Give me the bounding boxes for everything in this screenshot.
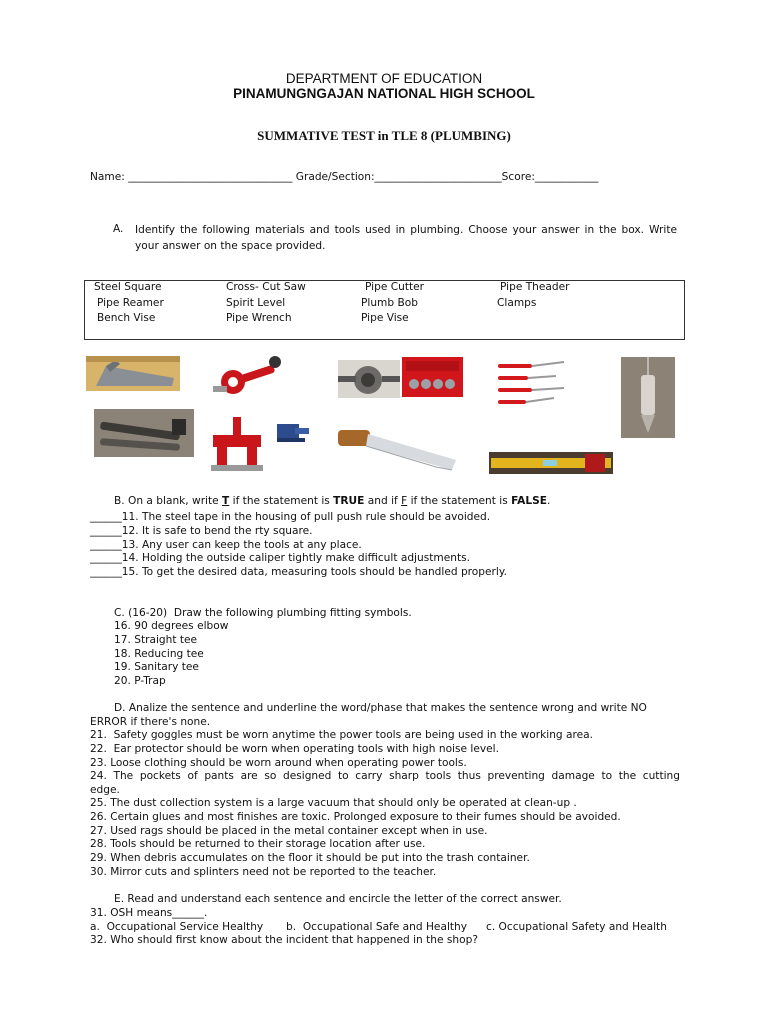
true-false-item: ______12. It is safe to bend the rty square.	[90, 525, 313, 537]
section-d-instruction: D. Analize the sentence and underline the word/phase that makes the sentence wrong and write NO	[114, 702, 647, 714]
symbol-item: 18. Reducing tee	[114, 648, 204, 660]
error-item: 29. When debris accumulates on the floor it should be put into the trash container.	[90, 852, 530, 864]
error-item: 24. The pockets of pants are so designed to carry sharp tools thus preventing damage to the cutting	[90, 770, 680, 782]
pipe-wrench-image	[94, 409, 194, 457]
error-item: 30. Mirror cuts and splinters need not be reported to the teacher.	[90, 866, 437, 878]
true-false-item: ______15. To get the desired data, measuring tools should be handled properly.	[90, 566, 507, 578]
question-31: 31. OSH means______.	[90, 907, 208, 919]
steel-square-image	[86, 356, 180, 391]
section-b-text-part: and if	[364, 495, 402, 507]
section-a-instruction	[113, 223, 677, 254]
test-title: SUMMATIVE TEST in TLE 8 (PLUMBING)	[257, 128, 511, 143]
section-e-instruction: E. Read and understand each sentence and encircle the letter of the correct answer.	[114, 893, 562, 905]
symbol-item: 20. P-Trap	[114, 675, 166, 687]
bench-vise-image	[273, 418, 311, 444]
section-d-instruction-cont: ERROR if there's none.	[90, 716, 211, 728]
section-a-number: A.	[113, 223, 124, 235]
cross-cut-saw-image	[336, 424, 460, 472]
symbol-item: 19. Sanitary tee	[114, 661, 199, 673]
error-item: 25. The dust collection system is a large vacuum that should only be operated at clean-up .	[90, 797, 577, 809]
choice-item: Steel Square	[94, 281, 162, 293]
choice-item: Bench Vise	[97, 312, 156, 324]
true-letter: T	[222, 495, 230, 507]
true-false-item: ______13. Any user can keep the tools at any place.	[90, 539, 362, 551]
true-false-item: ______14. Holding the outside caliper tightly make difficult adjustments.	[90, 552, 470, 564]
error-item: 26. Certain glues and most finishes are toxic. Prolonged exposure to their fumes should be avoided.	[90, 811, 621, 823]
choice-item: Pipe Cutter	[365, 281, 425, 293]
section-b-text-part: if the statement is	[229, 495, 334, 507]
error-item: 22. Ear protector should be worn when operating tools with high noise level.	[90, 743, 499, 755]
section-b-instruction	[114, 495, 550, 509]
name-grade-score-line: Name: _______________________________ Grade/Section:________________________Score:____________	[90, 171, 599, 183]
q31-option-b: b. Occupational Safe and Healthy	[286, 921, 468, 933]
choice-item: Pipe Theader	[500, 281, 570, 293]
department-heading: DEPARTMENT OF EDUCATION	[285, 71, 483, 86]
pipe-threader-image	[338, 360, 400, 398]
error-item-cont: edge.	[90, 784, 120, 796]
pipe-cutter-image	[207, 352, 285, 398]
error-item: 27. Used rags should be placed in the metal container except when in use.	[90, 825, 488, 837]
symbol-item: 16. 90 degrees elbow	[114, 620, 229, 632]
q31-option-c: c. Occupational Safety and Health	[486, 921, 667, 933]
choice-item: Spirit Level	[226, 297, 286, 309]
choice-item: Pipe Wrench	[226, 312, 292, 324]
true-false-item: ______11. The steel tape in the housing of pull push rule should be avoided.	[90, 511, 491, 523]
symbol-item: 17. Straight tee	[114, 634, 198, 646]
false-letter: F	[401, 495, 408, 507]
section-b-text-part: B. On a blank, write	[114, 495, 223, 507]
section-a-text: Identify the following materials and tools used in plumbing. Choose your answer in the box. Write your answer on the space provided.	[135, 224, 677, 252]
choice-item: Pipe Vise	[361, 312, 409, 324]
error-item: 23. Loose clothing should be worn around when operating power tools.	[90, 757, 467, 769]
spirit-level-image	[489, 452, 613, 474]
plumb-bob-image	[621, 357, 675, 438]
choice-item: Clamps	[497, 297, 537, 309]
q31-option-a: a. Occupational Service Healthy	[90, 921, 264, 933]
school-name: PINAMUNGNGAJAN NATIONAL HIGH SCHOOL	[233, 86, 535, 101]
false-word: FALSE	[511, 495, 547, 507]
pipe-reamers-image	[494, 358, 568, 408]
error-item: 21. Safety goggles must be worn anytime the power tools are being used in the working area.	[90, 729, 593, 741]
section-b-text-part: .	[546, 495, 551, 507]
section-b-text-part: if the statement is	[407, 495, 512, 507]
choice-item: Plumb Bob	[361, 297, 418, 309]
question-32: 32. Who should first know about the incident that happened in the shop?	[90, 934, 478, 946]
true-word: TRUE	[333, 495, 365, 507]
error-item: 28. Tools should be returned to their storage location after use.	[90, 838, 426, 850]
section-c-instruction: C. (16-20) Draw the following plumbing fitting symbols.	[114, 607, 412, 619]
threader-die-set-image	[402, 357, 463, 397]
pipe-vise-image	[207, 413, 267, 475]
choice-item: Cross- Cut Saw	[226, 281, 306, 293]
choice-item: Pipe Reamer	[97, 297, 164, 309]
